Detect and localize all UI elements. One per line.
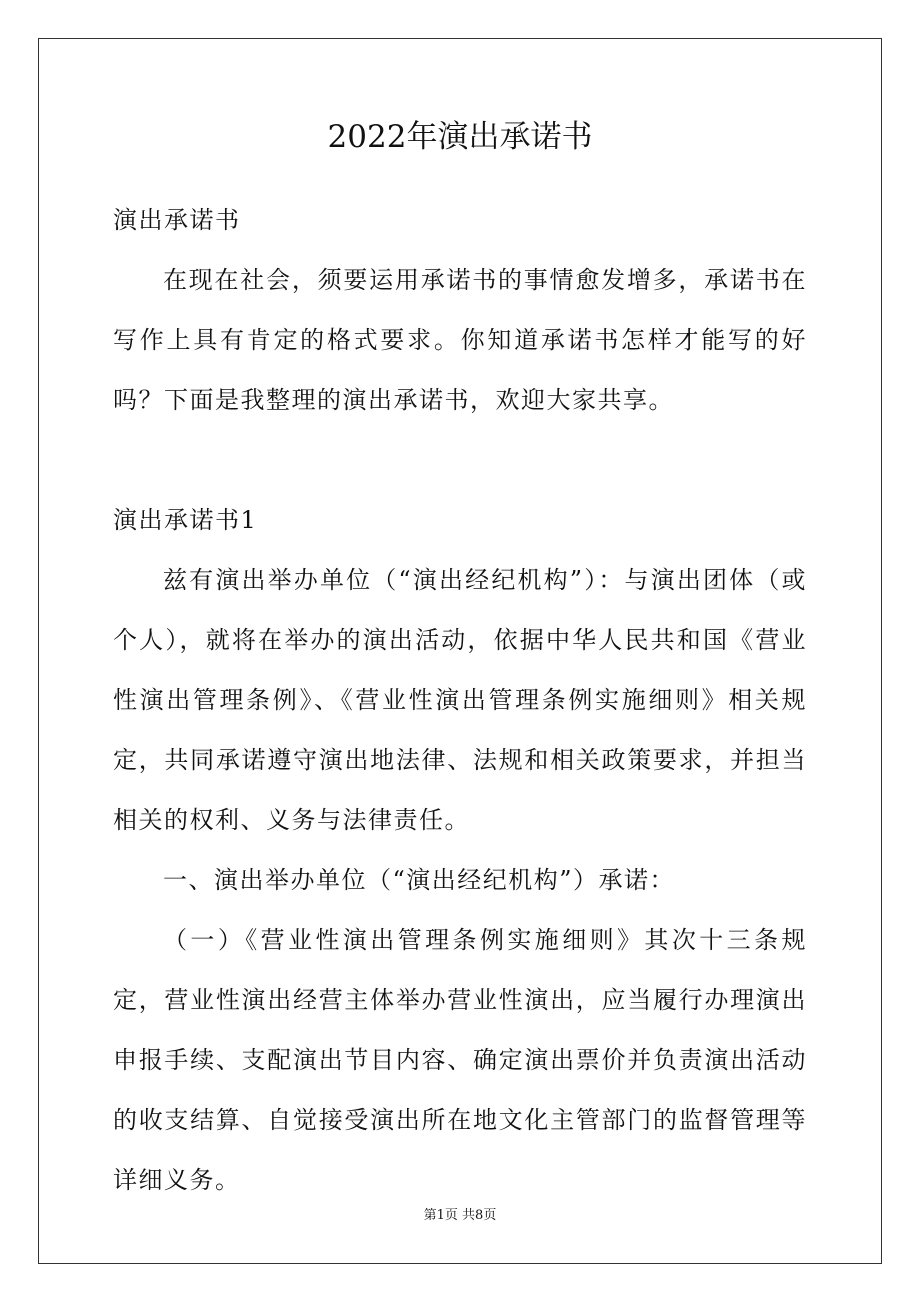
body-paragraph: 一、演出举办单位（“演出经纪机构”）承诺： bbox=[163, 866, 676, 894]
body-paragraph: （一）《营业性演出管理条例实施细则》其次十三条规定，营业性演出经营主体举办营业性演出，应当履行办理演出申报手续、支配演出节目内容、确定演出票价并负责演出活动的收支结算、自觉接受演出所在地文化主管部门的监督管理等详细义务。 bbox=[113, 926, 807, 1194]
section-heading: 演出承诺书 bbox=[113, 206, 241, 234]
paragraph-spacer bbox=[113, 430, 807, 490]
section-heading: 演出承诺书1 bbox=[113, 506, 258, 534]
page-footer: 第1页 共8页 bbox=[423, 1208, 497, 1223]
document-body bbox=[113, 190, 807, 1210]
intro-paragraph: 在现在社会，须要运用承诺书的事情愈发增多，承诺书在写作上具有肯定的格式要求。你知道承诺书怎样才能写的好吗？下面是我整理的演出承诺书，欢迎大家共享。 bbox=[113, 266, 807, 414]
document-title: 2022年演出承诺书 bbox=[327, 119, 593, 155]
body-paragraph: 兹有演出举办单位（“演出经纪机构”）：与演出团体（或个人），就将在举办的演出活动，依据中华人民共和国《营业性演出管理条例》、《营业性演出管理条例实施细则》相关规定，共同承诺遵守演出地法律、法规和相关政策要求，并担当相关的权利、义务与法律责任。 bbox=[113, 566, 807, 834]
